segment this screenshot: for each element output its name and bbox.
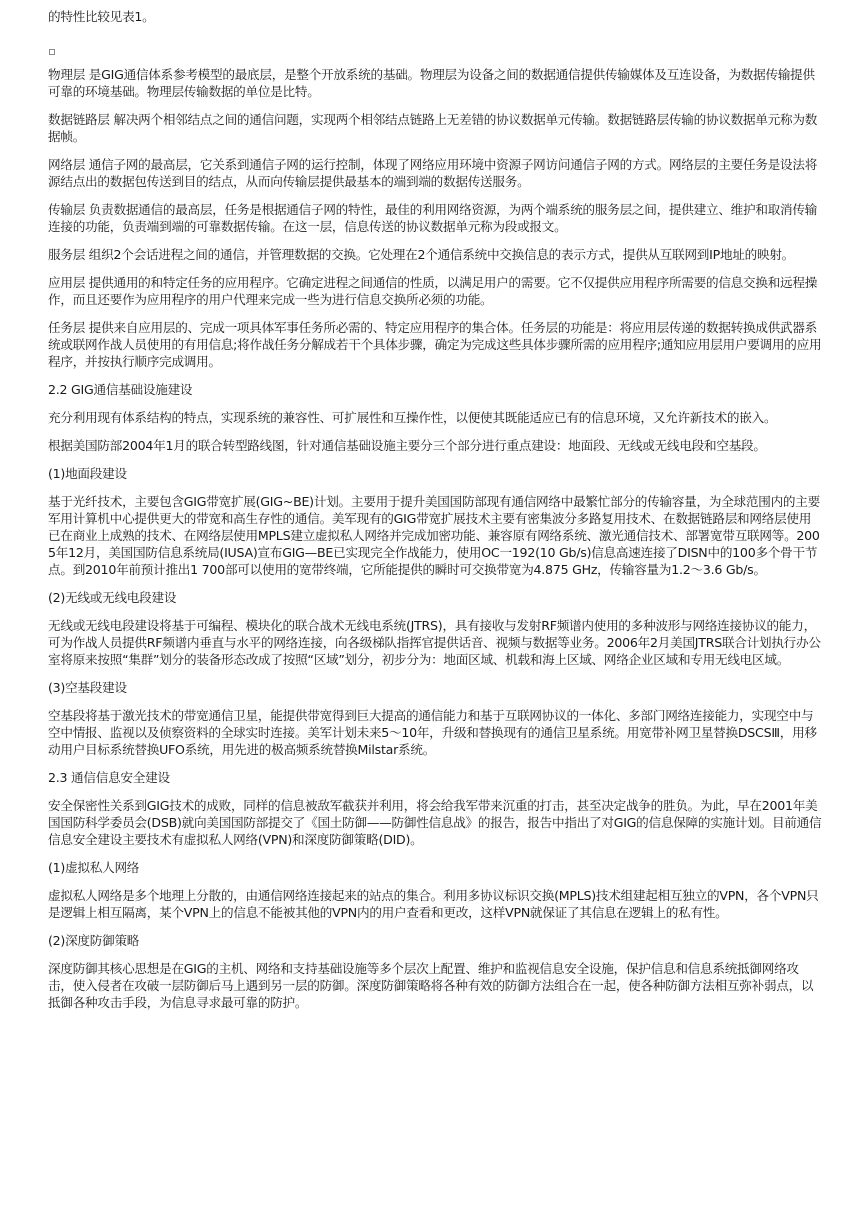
section-2-2-paragraph-1: 充分利用现有体系结构的特点，实现系统的兼容性、可扩展性和互操作性，以便使其既能适应已有的信息环境，又允许新技术的嵌入。 [48, 410, 777, 425]
document-page [48, 8, 822, 1011]
missing-image-marker [49, 49, 55, 55]
intro-tail-paragraph: 的特性比较见表1。 [48, 9, 155, 24]
vpn-paragraph: 虚拟私人网络是多个地理上分散的，由通信网络连接起来的站点的集合。利用多协议标识交换(MPLS)技术组建起相互独立的VPN，各个VPN只是逻辑上相互隔离，某个VPN上的信息不能被其他的VPN内的用户查看和更改，这样VPN就保证了其信息在逻辑上的私有性。 [48, 888, 819, 920]
application-layer-paragraph: 应用层 提供通用的和特定任务的应用程序。它确定进程之间通信的性质，以满足用户的需要。它不仅提供应用程序所需要的信息交换和远程操作，而且还要作为应用程序的用户代理来完成一些为进行信息交换所必须的功能。 [48, 275, 818, 307]
ground-segment-paragraph: 基于光纤技术，主要包含GIG带宽扩展(GIG~BE)计划。主要用于提升美国国防部现有通信网络中最繁忙部分的传输容量，为全球范围内的主要军用计算机中心提供更大的带宽和高生存性的通信。美军现有的GIG带宽扩展技术主要有密集波分多路复用技术、在数据链路层和网络层使用已在商业上成熟的技术、在网络层使用MPLS建立虚拟私人网络并完成加密功能、兼容原有网络系统、激光通信技术、部署宽带互联网等。2005年12月，美国国防信息系统局(IUSA)宣布GIG—BE已实现完全作战能力，使用OC一192(10 Gb/s)信息高速连接了DISN中的100多个骨干节点。到2010年前预计推出1 700部可以使用的宽带终端，它所能提供的瞬时可交换带宽为4.875 GHz，传输容量为1.2～3.6 Gb/s。 [48, 494, 820, 577]
defense-in-depth-heading: (2)深度防御策略 [48, 933, 140, 948]
section-2-3-paragraph-1: 安全保密性关系到GIG技术的成败，同样的信息被敌军截获并利用，将会给我军带来沉重的打击，甚至决定战争的胜负。为此，早在2001年美国国防科学委员会(DSB)就向美国国防部提交了《国土防御——防御性信息战》的报告，报告中指出了对GIG的信息保障的实施计划。目前通信信息安全建设主要技术有虚拟私人网络(VPN)和深度防御策略(DID)。 [48, 798, 822, 847]
network-layer-paragraph: 网络层 通信子网的最高层，它关系到通信子网的运行控制，体现了网络应用环境中资源子网访问通信子网的方式。网络层的主要任务是设法将源结点出的数据包传送到目的结点，从而向传输层提供最基本的端到端的数据传送服务。 [48, 157, 818, 189]
ground-segment-heading: (1)地面段建设 [48, 466, 127, 481]
datalink-layer-paragraph: 数据链路层 解决两个相邻结点之间的通信问题，实现两个相邻结点链路上无差错的协议数据单元传输。数据链路层传输的协议数据单元称为数据帧。 [48, 112, 818, 144]
wireless-segment-heading: (2)无线或无线电段建设 [48, 590, 177, 605]
space-segment-heading: (3)空基段建设 [48, 680, 127, 695]
mission-layer-paragraph: 任务层 提供来自应用层的、完成一项具体军事任务所必需的、特定应用程序的集合体。任务层的功能是：将应用层传递的数据转换成供武器系统或联网作战人员使用的有用信息;将作战任务分解成若干个具体步骤，确定为完成这些具体步骤所需的应用程序;通知应用层用户要调用的应用程序，并按执行顺序完成调用。 [48, 320, 822, 369]
transport-layer-paragraph: 传输层 负责数据通信的最高层，任务是根据通信子网的特性，最佳的利用网络资源，为两个端系统的服务层之间，提供建立、维护和取消传输连接的功能，负责端到端的可靠数据传输。在这一层，信息传送的协议数据单元称为段或报文。 [48, 202, 818, 234]
physical-layer-paragraph: 物理层 是GIG通信体系参考模型的最底层，是整个开放系统的基础。物理层为设备之间的数据通信提供传输媒体及互连设备，为数据传输提供可靠的环境基础。物理层传输数据的单位是比特。 [48, 67, 815, 99]
section-2-2-paragraph-2: 根据美国防部2004年1月的联合转型路线图，针对通信基础设施主要分三个部分进行重点建设：地面段、无线或无线电段和空基段。 [48, 438, 766, 453]
section-2-2-heading: 2.2 GIG通信基础设施建设 [48, 382, 193, 397]
section-2-3-heading: 2.3 通信信息安全建设 [48, 770, 170, 785]
vpn-heading: (1)虚拟私人网络 [48, 860, 140, 875]
defense-in-depth-paragraph: 深度防御其核心思想是在GIG的主机、网络和支持基础设施等多个层次上配置、维护和监视信息安全设施，保护信息和信息系统抵御网络攻击，使入侵者在攻破一层防御后马上遇到另一层的防御。深度防御策略将各种有效的防御方法组合在一起，使各种防御方法相互弥补弱点，以抵御各种攻击手段，为信息寻求最可靠的防护。 [48, 961, 814, 1010]
wireless-segment-paragraph: 无线或无线电段建设将基于可编程、模块化的联合战术无线电系统(JTRS)，具有接收与发射RF频谱内使用的多种波形与网络连接协议的能力，可为作战人员提供RF频谱内垂直与水平的网络连接，向各级梯队指挥官提供话音、视频与数据等业务。2006年2月美国JTRS联合计划执行办公室将原来按照“集群”划分的装备形态改成了按照“区域”划分，初步分为：地面区域、机载和海上区域、网络企业区域和专用无线电区域。 [48, 618, 821, 667]
service-layer-paragraph: 服务层 组织2个会话进程之间的通信，并管理数据的交换。它处理在2个通信系统中交换信息的表示方式，提供从互联网到IP地址的映射。 [48, 247, 795, 262]
space-segment-paragraph: 空基段将基于激光技术的带宽通信卫星，能提供带宽得到巨大提高的通信能力和基于互联网协议的一体化、多部门网络连接能力，实现空中与空中情报、监视以及侦察资料的全球实时连接。美军计划未来5～10年，升级和替换现有的通信卫星系统。用宽带补网卫星替换DSCSⅢ，用移动用户目标系统替换UFO系统，用先进的极高频系统替换Milstar系统。 [48, 708, 817, 757]
